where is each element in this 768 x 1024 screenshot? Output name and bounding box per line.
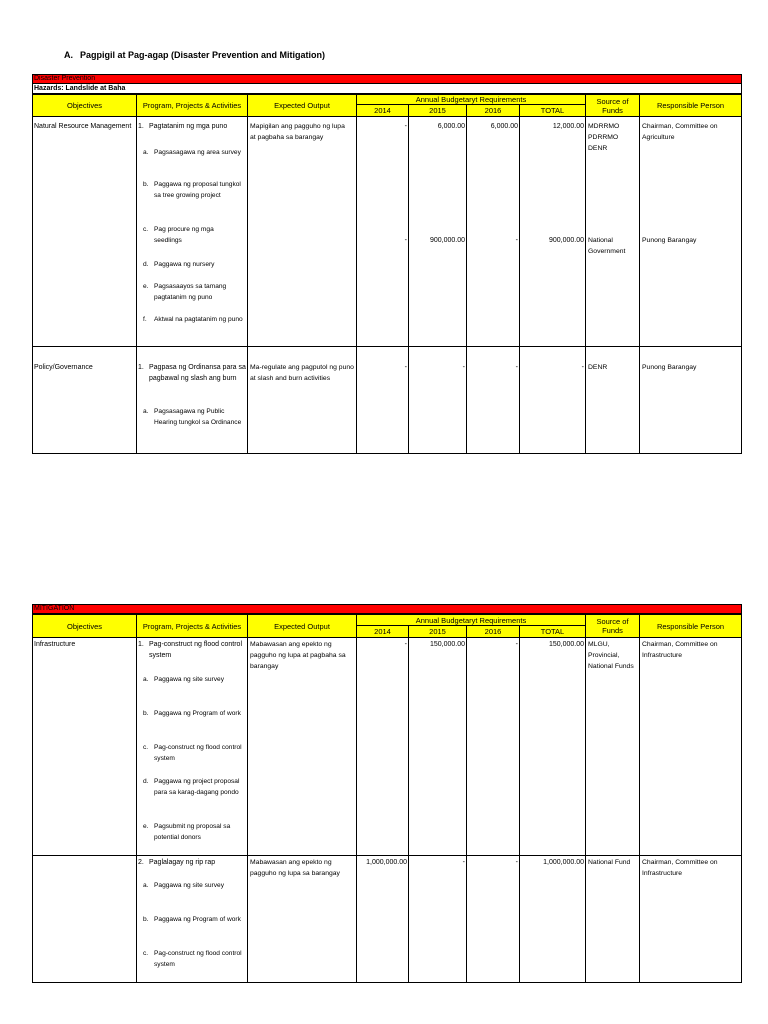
- list-item: [143, 708, 243, 719]
- value-2016: -: [515, 859, 518, 866]
- responsible-cell: Punong Barangay: [642, 237, 697, 244]
- item-text: Paglalagay ng rip rap: [149, 859, 216, 866]
- table-row: [32, 117, 742, 347]
- column-divider: [33, 638, 137, 855]
- header-2014: 2014: [357, 105, 409, 116]
- list-item: [143, 948, 243, 970]
- column-divider: [520, 856, 586, 982]
- column-divider: [248, 117, 357, 346]
- list-item: [143, 259, 243, 270]
- list-item: [143, 821, 243, 843]
- column-divider: [357, 856, 409, 982]
- header-responsible: Responsible Person: [656, 101, 725, 110]
- list-item: [143, 224, 243, 246]
- header-objectives: Objectives: [33, 615, 137, 637]
- list-marker: b.: [143, 181, 149, 188]
- list-item: [143, 406, 243, 428]
- list-marker: f.: [143, 316, 147, 323]
- value-total: 900,000.00: [548, 237, 584, 244]
- column-divider: [357, 638, 409, 855]
- list-item: [143, 674, 243, 685]
- header-source: Source of Funds: [586, 615, 640, 637]
- source-cell: MDRRMO PDRRMO DENR: [588, 123, 620, 152]
- list-marker: a.: [143, 676, 149, 683]
- list-text: Paggawa ng site survey: [154, 676, 225, 683]
- table-row: [32, 638, 742, 856]
- expected-output-cell: Ma-regulate ang pagputol ng puno at slash and burn activities: [250, 364, 354, 382]
- list-marker: d.: [143, 778, 149, 785]
- value-2015: -: [462, 364, 465, 371]
- value-2016: -: [515, 364, 518, 371]
- header-budget-group: Annual Budgetaryt Requirements: [357, 615, 586, 626]
- source-cell: National Fund: [588, 859, 631, 866]
- list-marker: e.: [143, 823, 149, 830]
- value-total: 150,000.00: [548, 641, 584, 648]
- list-marker: c.: [143, 226, 149, 233]
- header-2015: 2015: [409, 626, 467, 637]
- header-2015: 2015: [409, 105, 467, 116]
- expected-output-cell: Mabawasan ang epekto ng pagguho ng lupa sa barangay: [250, 859, 340, 877]
- list-text: Paggawa ng Program of work: [154, 710, 241, 717]
- responsible-cell: Chairman, Committee on Agriculture: [642, 123, 718, 141]
- list-marker: c.: [143, 950, 149, 957]
- column-divider: [467, 856, 520, 982]
- value-2015: -: [462, 859, 465, 866]
- section-letter: A.: [64, 50, 73, 60]
- list-text: Pag procure ng mga seedlings: [154, 226, 214, 244]
- value-2016: -: [515, 237, 518, 244]
- header-2016: 2016: [467, 626, 520, 637]
- value-2015: 900,000.00: [429, 237, 465, 244]
- table-row: [32, 856, 742, 983]
- header-total: TOTAL: [520, 626, 586, 637]
- value-2014: -: [404, 123, 407, 130]
- column-divider: [409, 856, 467, 982]
- header-2016: 2016: [467, 105, 520, 116]
- list-text: Pagsasaayos sa tamang pagtatanim ng puno: [154, 283, 227, 301]
- list-marker: d.: [143, 261, 149, 268]
- value-2014: -: [404, 364, 407, 371]
- list-marker: a.: [143, 882, 149, 889]
- column-divider: [357, 117, 409, 346]
- prevention-header-row: [32, 94, 742, 117]
- list-marker: a.: [143, 149, 149, 156]
- value-total: -: [581, 364, 584, 371]
- source-cell: DENR: [588, 364, 608, 371]
- list-text: Pagsasagawa ng area survey: [154, 149, 241, 156]
- column-divider: [520, 117, 586, 346]
- header-expected-output: Expected Output: [248, 615, 357, 637]
- header-programs: Program, Projects & Activities: [137, 615, 248, 637]
- mitigation-band: MITIGATION: [32, 604, 742, 614]
- list-text: Paggawa ng nursery: [154, 261, 215, 268]
- value-2016: -: [515, 641, 518, 648]
- expected-output-cell: Mabawasan ang epekto ng pagguho ng lupa at pagbaha sa barangay: [250, 641, 346, 670]
- list-item: [143, 776, 243, 798]
- main-activity: [138, 362, 246, 384]
- list-marker: e.: [143, 283, 149, 290]
- list-text: Paggawa ng project proposal para sa karag-dagang pondo: [154, 778, 240, 796]
- column-divider: [520, 638, 586, 855]
- table-row: [32, 347, 742, 454]
- list-item: [143, 742, 243, 764]
- item-number: 1.: [138, 641, 144, 648]
- main-activity: [138, 639, 246, 661]
- list-text: Pag-construct ng flood control system: [154, 744, 242, 762]
- list-item: [143, 147, 243, 158]
- column-divider: [467, 117, 520, 346]
- main-activity: [138, 121, 246, 132]
- list-marker: b.: [143, 916, 149, 923]
- value-total: 12,000.00: [552, 123, 584, 130]
- header-total: TOTAL: [520, 105, 586, 116]
- header-programs: Program, Projects & Activities: [137, 95, 248, 116]
- item-text: Pag-construct ng flood control system: [149, 641, 242, 659]
- item-number: 2.: [138, 859, 144, 866]
- objective-cell: Policy/Governance: [34, 364, 93, 371]
- objective-cell: Infrastructure: [34, 641, 76, 648]
- header-expected-output: Expected Output: [248, 95, 357, 116]
- header-budget-group: Annual Budgetaryt Requirements: [357, 95, 586, 105]
- header-objectives: Objectives: [33, 95, 137, 116]
- column-divider: [467, 638, 520, 855]
- section-heading: [64, 50, 325, 60]
- header-source: Source of Funds: [586, 95, 640, 116]
- list-item: [143, 281, 243, 303]
- column-divider: [586, 856, 640, 982]
- main-activity: [138, 857, 246, 868]
- list-text: Paggawa ng proposal tungkol sa tree growing project: [154, 181, 241, 199]
- list-text: Pagsasagawa ng Public Hearing tungkol sa Ordinance: [154, 408, 242, 426]
- list-text: Pag-construct ng flood control system: [154, 950, 242, 968]
- header-2014: 2014: [357, 626, 409, 637]
- source-cell: MLGU, Provincial, National Funds: [588, 641, 634, 670]
- column-divider: [409, 638, 467, 855]
- value-2014: -: [404, 237, 407, 244]
- list-text: Pagsubmit ng proposal sa potential donors: [154, 823, 231, 841]
- value-2015: 150,000.00: [429, 641, 465, 648]
- item-text: Pagtatanim ng mga puno: [149, 123, 228, 130]
- list-marker: c.: [143, 744, 149, 751]
- responsible-cell: Chairman, Committee on Infrastructure: [642, 859, 718, 877]
- list-text: Paggawa ng site survey: [154, 882, 225, 889]
- column-divider: [33, 117, 137, 346]
- list-text: Paggawa ng Program of work: [154, 916, 241, 923]
- item-number: 1.: [138, 364, 144, 371]
- column-divider: [33, 856, 137, 982]
- section-title: Pagpigil at Pag-agap (Disaster Prevention and Mitigation): [80, 50, 326, 60]
- list-item: [143, 914, 243, 925]
- responsible-cell: Chairman, Committee on Infrastructure: [642, 641, 718, 659]
- expected-output-cell: Mapigilan ang pagguho ng lupa at pagbaha sa barangay: [250, 123, 345, 141]
- value-2014: -: [404, 641, 407, 648]
- value-2015: 6,000.00: [437, 123, 465, 130]
- prevention-table: [32, 74, 742, 454]
- objective-cell: Natural Resource Management: [34, 123, 132, 130]
- column-divider: [409, 117, 467, 346]
- hazards-label: Hazards: Landslide at Baha: [32, 84, 742, 94]
- list-marker: a.: [143, 408, 149, 415]
- header-responsible: Responsible Person: [656, 621, 725, 631]
- mitigation-header-row: [32, 614, 742, 638]
- value-total: 1,000,000.00: [543, 859, 584, 866]
- list-item: [143, 314, 243, 325]
- source-cell: National Government: [588, 237, 626, 255]
- mitigation-table: [32, 604, 742, 984]
- item-text: Pagpasa ng Ordinansa para sa pagbawal ng slash ang burn: [149, 364, 246, 382]
- item-number: 1.: [138, 123, 144, 130]
- list-marker: b.: [143, 710, 149, 717]
- value-2014: 1,000,000.00: [366, 859, 407, 866]
- list-item: [143, 179, 243, 201]
- responsible-cell: Punong Barangay: [642, 364, 697, 371]
- prevention-band: Disaster Prevention: [32, 74, 742, 84]
- value-2016: 6,000.00: [490, 123, 518, 130]
- list-text: Aktwal na pagtatanim ng puno: [154, 316, 243, 323]
- list-item: [143, 880, 243, 891]
